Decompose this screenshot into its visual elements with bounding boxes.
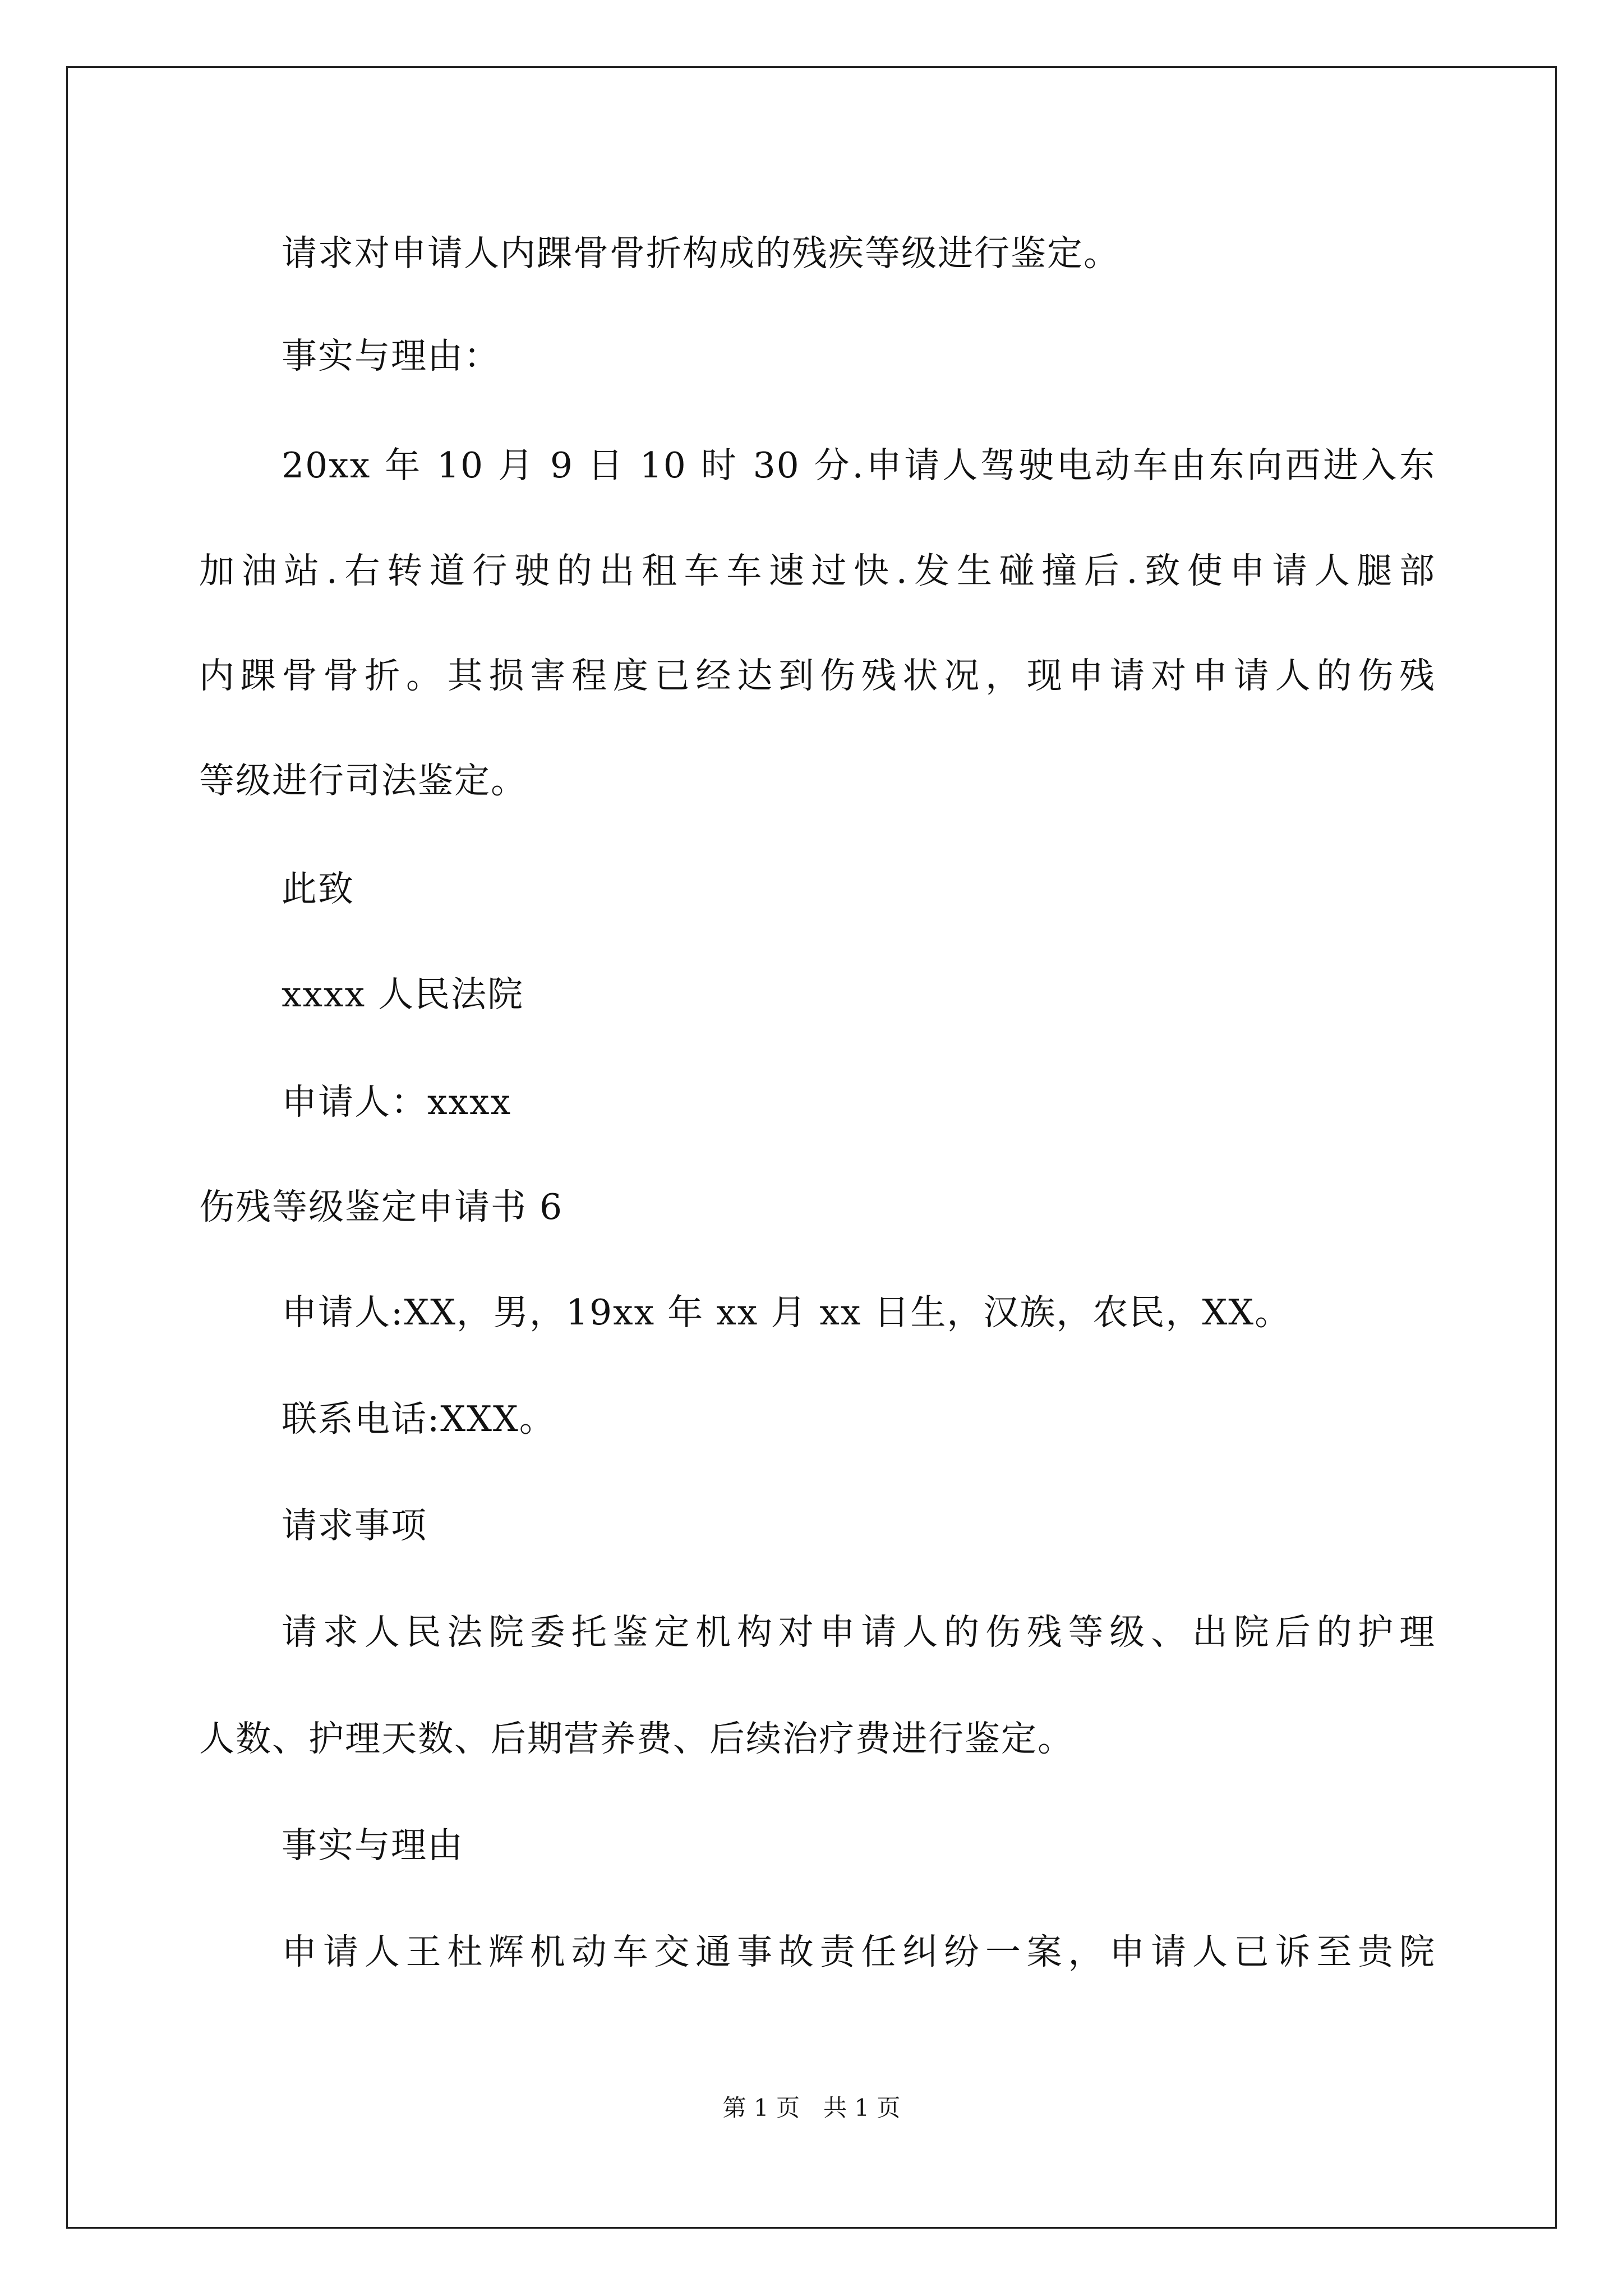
page-frame [66, 66, 1557, 2229]
paragraph-line: 20xx 年 10 月 9 日 10 时 30 分.申请人驾驶电动车由东向西进入东 [282, 445, 1436, 486]
request-line: 请求对申请人内踝骨骨折构成的残疾等级进行鉴定。 [282, 233, 1120, 274]
applicant-info: 申请人:XX，男，19xx 年 xx 月 xx 日生，汉族，农民，XX。 [282, 1292, 1292, 1333]
facts-heading: 事实与理由 [282, 1825, 464, 1866]
contact-phone: 联系电话:XXX。 [282, 1398, 556, 1439]
applicant-signature: 申请人：xxxx [282, 1082, 512, 1122]
request-items-heading: 请求事项 [282, 1505, 427, 1546]
paragraph-line: 申请人王杜辉机动车交通事故责任纠纷一案，申请人已诉至贵院 [282, 1931, 1436, 1972]
paragraph-line: 人数、护理天数、后期营养费、后续治疗费进行鉴定。 [199, 1718, 1074, 1759]
salutation: 此致 [282, 868, 354, 909]
paragraph-line: 等级进行司法鉴定。 [199, 760, 527, 801]
paragraph-line: 内踝骨骨折。其损害程度已经达到伤残状况，现申请对申请人的伤残 [199, 655, 1436, 696]
court-name: xxxx 人民法院 [282, 974, 524, 1015]
paragraph-line: 加油站.右转道行驶的出租车车速过快.发生碰撞后.致使申请人腿部 [199, 550, 1436, 591]
facts-heading: 事实与理由： [282, 335, 500, 376]
page-number-footer: 第 1 页 共 1 页 [722, 2094, 901, 2122]
section-title: 伤残等级鉴定申请书 6 [199, 1186, 564, 1227]
paragraph-line: 请求人民法院委托鉴定机构对申请人的伤残等级、出院后的护理 [282, 1612, 1436, 1653]
